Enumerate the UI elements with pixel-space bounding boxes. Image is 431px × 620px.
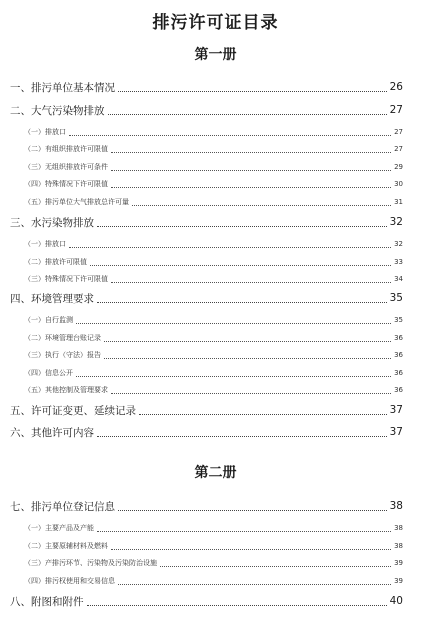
toc-page-number: 30 xyxy=(394,180,403,188)
toc-page-number: 35 xyxy=(394,316,403,324)
toc-page-number: 35 xyxy=(389,292,403,304)
toc-entry-label: （二）环境管理台账记录 xyxy=(24,334,101,342)
volume-heading: 第二册 xyxy=(194,465,237,481)
toc-chapter-entry[interactable] xyxy=(0,289,431,307)
toc-page-number: 32 xyxy=(389,216,403,228)
toc-page-number: 33 xyxy=(394,258,403,266)
toc-page-number: 34 xyxy=(394,275,403,283)
toc-section-entry[interactable] xyxy=(0,123,431,141)
toc-page-number: 40 xyxy=(389,595,403,607)
toc-section-entry[interactable] xyxy=(0,554,431,572)
dot-leader xyxy=(139,414,387,415)
toc-section-entry[interactable] xyxy=(0,311,431,329)
toc-chapter-entry[interactable] xyxy=(0,401,431,419)
dot-leader xyxy=(97,226,387,227)
toc-page-number: 38 xyxy=(394,524,403,532)
toc-entry-label: （一）排放口 xyxy=(24,128,66,136)
toc-section-entry[interactable] xyxy=(0,519,431,537)
toc-section-entry[interactable] xyxy=(0,537,431,555)
toc-title: 排污许可证目录 xyxy=(152,13,279,33)
toc-page-number: 26 xyxy=(389,81,403,93)
toc-page-number: 32 xyxy=(394,240,403,248)
toc-entry-label: （四）排污权使用和交易信息 xyxy=(24,577,115,585)
toc-page-number: 27 xyxy=(394,145,403,153)
toc-page-number: 36 xyxy=(394,334,403,342)
toc-page-number: 27 xyxy=(394,128,403,136)
dot-leader xyxy=(111,282,391,283)
toc-entry-label: （二）有组织排放许可限值 xyxy=(24,145,108,153)
toc-entry-label: 五、许可证变更、延续记录 xyxy=(10,404,136,417)
toc-entry-label: （二）排放许可限值 xyxy=(24,258,87,266)
toc-section-entry[interactable] xyxy=(0,270,431,288)
dot-leader xyxy=(76,376,391,377)
dot-leader xyxy=(111,152,391,153)
toc-chapter-entry[interactable] xyxy=(0,497,431,515)
toc-page-number: 36 xyxy=(394,369,403,377)
toc-chapter-entry[interactable] xyxy=(0,592,431,610)
toc-entry-label: 八、附图和附件 xyxy=(10,595,84,608)
dot-leader xyxy=(104,341,391,342)
toc-page-number: 27 xyxy=(389,104,403,116)
toc-section-entry[interactable] xyxy=(0,253,431,271)
toc-entry-label: 七、排污单位登记信息 xyxy=(10,500,115,513)
toc-entry-label: 一、排污单位基本情况 xyxy=(10,81,115,94)
dot-leader xyxy=(111,393,391,394)
toc-section-entry[interactable] xyxy=(0,381,431,399)
dot-leader xyxy=(118,584,391,585)
toc-page-number: 38 xyxy=(389,500,403,512)
toc-page-number: 38 xyxy=(394,542,403,550)
dot-leader xyxy=(108,114,387,115)
toc-entry-label: 二、大气污染物排放 xyxy=(10,104,105,117)
toc-section-entry[interactable] xyxy=(0,364,431,382)
toc-page-number: 37 xyxy=(389,404,403,416)
toc-chapter-entry[interactable] xyxy=(0,423,431,441)
toc-entry-label: （五）其他控制及管理要求 xyxy=(24,386,108,394)
toc-entry-label: 四、环境管理要求 xyxy=(10,292,94,305)
toc-entry-label: 六、其他许可内容 xyxy=(10,426,94,439)
toc-section-entry[interactable] xyxy=(0,193,431,211)
toc-page-number: 31 xyxy=(394,198,403,206)
toc-section-entry[interactable] xyxy=(0,175,431,193)
dot-leader xyxy=(69,247,391,248)
toc-entry-label: （四）特殊情况下许可限值 xyxy=(24,180,108,188)
dot-leader xyxy=(118,91,387,92)
dot-leader xyxy=(111,170,391,171)
toc-entry-label: 三、水污染物排放 xyxy=(10,216,94,229)
toc-entry-label: （三）特殊情况下许可限值 xyxy=(24,275,108,283)
dot-leader xyxy=(87,605,387,606)
dot-leader xyxy=(118,510,387,511)
toc-chapter-entry[interactable] xyxy=(0,78,431,96)
toc-entry-label: （五）排污单位大气排放总许可量 xyxy=(24,198,129,206)
dot-leader xyxy=(69,135,391,136)
toc-entry-label: （三）无组织排放许可条件 xyxy=(24,163,108,171)
dot-leader xyxy=(160,566,391,567)
dot-leader xyxy=(97,436,387,437)
dot-leader xyxy=(111,187,391,188)
dot-leader xyxy=(97,302,387,303)
toc-section-entry[interactable] xyxy=(0,235,431,253)
toc-entry-label: （三）执行（守法）报告 xyxy=(24,351,101,359)
toc-entry-label: （一）排放口 xyxy=(24,240,66,248)
toc-page-number: 39 xyxy=(394,559,403,567)
toc-section-entry[interactable] xyxy=(0,140,431,158)
toc-page-number: 36 xyxy=(394,351,403,359)
dot-leader xyxy=(111,549,391,550)
toc-chapter-entry[interactable] xyxy=(0,101,431,119)
volume-heading: 第一册 xyxy=(194,47,237,63)
toc-entry-label: （三）产排污环节、污染物及污染防治设施 xyxy=(24,559,157,567)
toc-entry-label: （二）主要原辅材料及燃料 xyxy=(24,542,108,550)
toc-entry-label: （一）自行监测 xyxy=(24,316,73,324)
toc-page-number: 36 xyxy=(394,386,403,394)
dot-leader xyxy=(76,323,391,324)
toc-entry-label: （四）信息公开 xyxy=(24,369,73,377)
toc-page-number: 29 xyxy=(394,163,403,171)
toc-entry-label: （一）主要产品及产能 xyxy=(24,524,94,532)
toc-chapter-entry[interactable] xyxy=(0,213,431,231)
toc-section-entry[interactable] xyxy=(0,158,431,176)
dot-leader xyxy=(132,205,391,206)
toc-page-number: 37 xyxy=(389,426,403,438)
dot-leader xyxy=(97,531,391,532)
toc-section-entry[interactable] xyxy=(0,572,431,590)
dot-leader xyxy=(104,358,391,359)
toc-section-entry[interactable] xyxy=(0,329,431,347)
toc-section-entry[interactable] xyxy=(0,346,431,364)
toc-page-number: 39 xyxy=(394,577,403,585)
dot-leader xyxy=(90,265,391,266)
